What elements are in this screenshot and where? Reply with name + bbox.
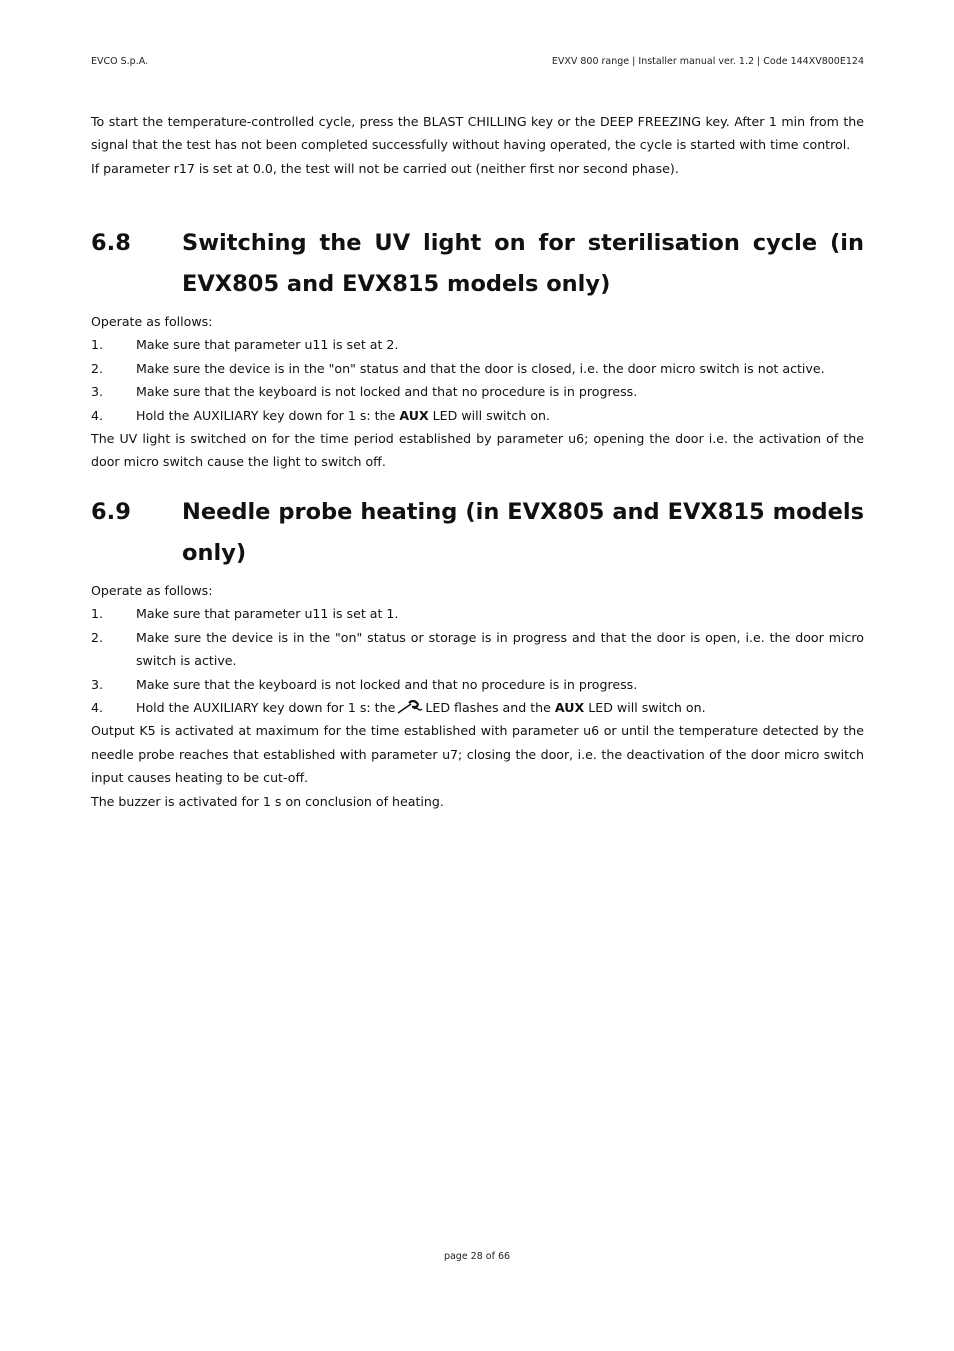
list-number: 4.: [91, 407, 104, 423]
list-text-post: LED will switch on.: [584, 700, 706, 716]
list-text: Make sure that parameter u11 is set at 2.: [136, 337, 399, 353]
section-paragraph: Output K5 is activated at maximum for the time established with parameter u6 or until the temperature detected by the needle probe reaches that established with parameter u7; closing the door, i.e. the deactivation of the door micro switch input causes heating to be cut-off.: [91, 723, 864, 786]
section-6-9: [91, 492, 864, 813]
section-heading: [91, 223, 864, 305]
list-text-mid: LED flashes and the: [425, 700, 555, 716]
list-text: Make sure that parameter u11 is set at 1.: [136, 606, 399, 622]
list-item: [91, 602, 864, 625]
list-number: 3.: [91, 384, 104, 400]
list-text-pre: Hold the AUXILIARY key down for 1 s: the: [136, 700, 396, 716]
section-title: Needle probe heating (in EVX805 and EVX815 models only): [182, 499, 864, 566]
intro-paragraph-2: If parameter r17 is set at 0.0, the test will not be carried out (neither first nor second phase).: [91, 160, 679, 176]
list-item: [91, 673, 864, 696]
aux-label: AUX: [554, 700, 585, 716]
section-lead: Operate as follows:: [91, 314, 213, 329]
section-paragraph: The UV light is switched on for the time period established by parameter u6; opening the door i.e. the activation of the door micro switch cause the light to switch off.: [91, 431, 864, 470]
section-number: 6.9: [91, 499, 131, 525]
list-text: Make sure that the keyboard is not locked and that no procedure is in progress.: [136, 384, 638, 400]
list-number: 1.: [91, 606, 104, 622]
list-text: [136, 404, 864, 427]
list-text: Make sure the device is in the "on" status and that the door is closed, i.e. the door micro switch is not active.: [136, 360, 825, 376]
section-lead: Operate as follows:: [91, 583, 213, 598]
list-item: [91, 404, 864, 427]
header-document-info: EVXV 800 range | Installer manual ver. 1.2 | Code 144XV800E124: [551, 56, 864, 67]
page-number: page 28 of 66: [443, 1251, 511, 1262]
list-number: 2.: [91, 629, 104, 645]
list-item: [91, 357, 864, 380]
header-company: EVCO S.p.A.: [91, 56, 149, 67]
list-item: [91, 696, 864, 719]
list-text: Make sure that the keyboard is not locked and that no procedure is in progress.: [136, 676, 638, 692]
section-heading: [91, 492, 864, 574]
list-number: 3.: [91, 676, 104, 692]
list-text-post: LED will switch on.: [428, 407, 551, 423]
list-item: [91, 626, 864, 673]
list-item: [91, 380, 864, 403]
list-number: 1.: [91, 337, 104, 353]
section-6-8: [91, 223, 864, 474]
intro-block: [91, 110, 864, 180]
list-text: [136, 696, 864, 719]
list-item: [91, 333, 864, 356]
needle-probe-heating-icon: [397, 698, 423, 712]
intro-paragraph-1: To start the temperature-controlled cycle, press the BLAST CHILLING key or the DEEP FREEZING key. After 1 min from the signal that the test has not been completed successfully without having operated, the cycle is started with time control.: [91, 114, 864, 153]
list-number: 2.: [91, 360, 104, 376]
list-text: Make sure the device is in the "on" status or storage is in progress and that the door is open, i.e. the door micro switch is active.: [136, 629, 864, 669]
section-number: 6.8: [91, 230, 131, 256]
aux-label: AUX: [399, 407, 429, 423]
list-text-pre: Hold the AUXILIARY key down for 1 s: the: [136, 407, 400, 423]
list-number: 4.: [91, 700, 104, 716]
section-paragraph: The buzzer is activated for 1 s on conclusion of heating.: [91, 793, 444, 809]
section-title: Switching the UV light on for sterilisation cycle (in EVX805 and EVX815 models only): [182, 230, 864, 297]
